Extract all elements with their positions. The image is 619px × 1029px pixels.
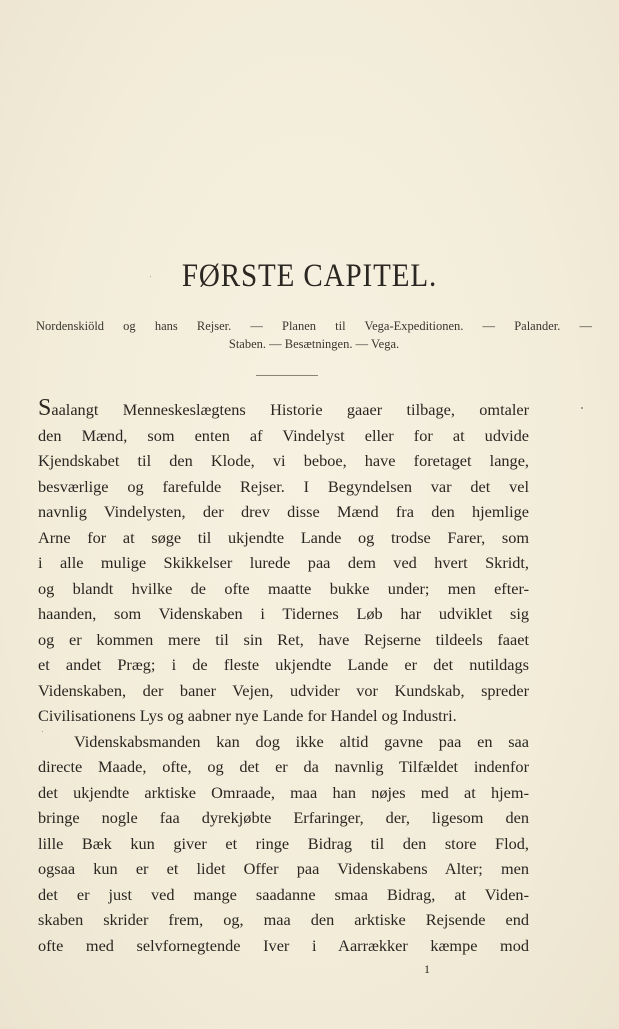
page-number: 1	[424, 962, 430, 976]
body-line: Saalangt Menneskeslægtens Historie gaaer tilbage, omtaler	[38, 395, 529, 421]
body-line: ogsaa kun er et lidet Offer paa Videnskabens Alter; men	[38, 859, 529, 878]
body-line: bringe nogle faa dyrekjøbte Erfaringer, der, ligesom den	[38, 808, 529, 827]
body-text	[38, 397, 529, 958]
body-line: et andet Præg; i de fleste ukjendte Lande er det nutildags	[38, 655, 529, 674]
body-line: lille Bæk kun giver et ringe Bidrag til den store Flod,	[38, 833, 529, 853]
body-line: det ukjendte arktiske Omraade, maa han nøjes med at hjem-	[38, 782, 529, 802]
body-line: directe Maade, ofte, og det er da navnlig Tilfældet indenfor	[38, 757, 529, 776]
paper-speck	[42, 731, 43, 732]
drop-cap-letter: S	[38, 395, 52, 421]
body-line: og er kommen mere til sin Ret, have Rejserne tildeels faaet	[38, 629, 529, 649]
body-line: det er just ved mange saadanne smaa Bidrag, at Viden-	[38, 884, 529, 904]
paper-speck	[150, 276, 151, 277]
body-line: Videnskabsmanden kan dog ikke altid gavne paa en saa	[74, 731, 529, 751]
chapter-summary-line-2: Staben. — Besætningen. — Vega.	[228, 337, 400, 351]
body-line: i alle mulige Skikkelser lurede paa dem ved hvert Skridt,	[38, 553, 529, 572]
body-line: Kjendskabet til den Klode, vi beboe, have foretaget lange,	[38, 451, 529, 470]
body-line: og blandt hvilke de ofte maatte bukke under; men efter-	[38, 578, 529, 598]
body-line: den Mænd, som enten af Vindelyst eller for at udvide	[38, 425, 529, 445]
paper-speck	[581, 407, 583, 409]
body-line: besværlige og farefulde Rejser. I Begyndelsen var det vel	[38, 476, 529, 496]
section-divider	[256, 375, 318, 376]
body-line: skaben skrider frem, og, maa den arktiske Rejsende end	[38, 910, 529, 929]
body-line: Arne for at søge til ukjendte Lande og trodse Farer, som	[38, 527, 529, 547]
body-line: Videnskaben, der baner Vejen, udvider vor Kundskab, spreder	[38, 680, 529, 700]
body-line: navnlig Vindelysten, der drev disse Mænd fra den hjemlige	[38, 502, 529, 521]
chapter-summary-line-1: Nordenskiöld og hans Rejser. — Planen til Vega-Expeditionen. — Palander. —	[36, 319, 592, 333]
body-line: ofte med selvfornegtende Iver i Aarrækker kæmpe mod	[38, 935, 529, 955]
body-line: Civilisationens Lys og aabner nye Lande for Handel og Industri.	[38, 706, 457, 725]
chapter-summary	[36, 317, 592, 353]
chapter-title: FØRSTE CAPITEL.	[181, 258, 438, 294]
body-line: haanden, som Videnskaben i Tidernes Løb har udviklet sig	[38, 604, 529, 623]
